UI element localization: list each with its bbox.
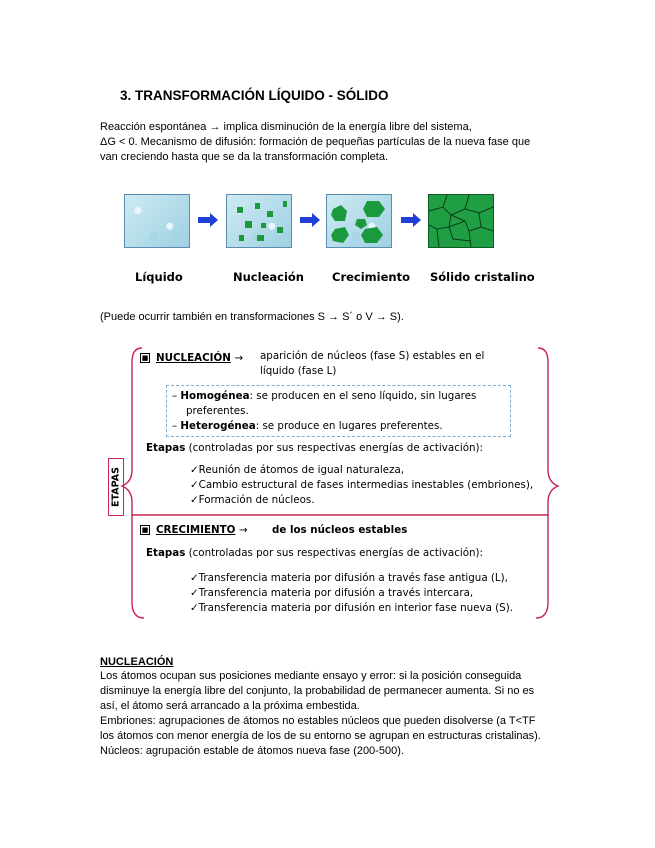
step-text: Formación de núcleos.: [198, 494, 315, 506]
step-item: ✓Transferencia materia por difusión en interior fase nueva (S).: [190, 602, 513, 614]
growth-image: [326, 194, 392, 248]
nucleation-section-heading: NUCLEACIÓN: [100, 656, 174, 668]
nucleation-heading-text: NUCLEACIÓN: [156, 352, 231, 364]
body-line: Los átomos ocupan sus posiciones mediante ensayo y error: si la posición conseguida: [100, 670, 522, 682]
step-item: ✓Cambio estructural de fases intermedias inestables (embriones),: [190, 479, 534, 491]
etapas-text: (controladas por sus respectivas energías de activación):: [185, 547, 484, 559]
stage-label-nucleation: Nucleación: [233, 270, 304, 284]
intro-line: van creciendo hasta que se da la transformación completa.: [100, 151, 388, 163]
nuclei-shapes: [227, 195, 291, 247]
step-text: Transferencia materia por difusión en interior fase nueva (S).: [198, 602, 513, 614]
nucleation-desc-line: aparición de núcleos (fase S) estables en el: [260, 350, 485, 362]
body-line: Embriones: agrupaciones de átomos no estables núcleos que pueden disolverse (a T<TF: [100, 715, 536, 727]
bullet-box-icon: ■: [141, 354, 149, 362]
section-title: 3. TRANSFORMACIÓN LÍQUIDO - SÓLIDO: [120, 88, 389, 103]
growth-description: de los núcleos estables: [272, 524, 408, 536]
heterogeneous-term: Heterogénea: [180, 420, 256, 432]
step-item: ✓Reunión de átomos de igual naturaleza,: [190, 464, 405, 476]
nucleation-types: [172, 389, 476, 434]
step-text: Transferencia materia por difusión a través fase antigua (L),: [198, 572, 508, 584]
nucleation-description: [260, 349, 518, 379]
step-item: ✓Formación de núcleos.: [190, 494, 315, 506]
etapas-label: Etapas: [146, 442, 186, 454]
nucleation-desc-line: líquido (fase L): [260, 365, 337, 377]
heterogeneous-text: : se produce en lugares preferentes.: [255, 420, 443, 432]
bullet-box-icon: ■: [141, 526, 149, 534]
etapas-label: Etapas: [146, 547, 186, 559]
nucleation-image: [226, 194, 292, 248]
step-text: Cambio estructural de fases intermedias inestables (embriones),: [198, 479, 534, 491]
homogeneous-term: Homogénea: [180, 390, 250, 402]
stage-label-crystalline: Sólido cristalino: [430, 270, 535, 284]
etapas-text: (controladas por sus respectivas energías de activación):: [185, 442, 484, 454]
heading-arrow: →: [239, 524, 248, 536]
nucleation-heading: [140, 352, 243, 364]
grains-shapes: [327, 195, 391, 247]
arrow-icon: [198, 213, 218, 227]
nucleation-etapas: [146, 442, 483, 454]
body-line: Núcleos: agrupación estable de átomos nueva fase (200-500).: [100, 745, 404, 757]
intro-line: Reacción espontánea → implica disminución de la energía libre del sistema,: [100, 121, 472, 133]
heading-arrow: →: [234, 352, 244, 364]
arrow-icon: [300, 213, 320, 227]
liquid-image: [124, 194, 190, 248]
homogeneous-text: : se producen en el seno líquido, sin lugares: [249, 390, 477, 402]
step-item: ✓Transferencia materia por difusión a través intercara,: [190, 587, 474, 599]
growth-heading-text: CRECIMIENTO: [156, 524, 236, 536]
homogeneous-item: – Homogénea: se producen en el seno líquido, sin lugares: [172, 390, 477, 402]
etapas-label-box: [108, 458, 124, 516]
nucleation-section-body: [100, 669, 541, 759]
growth-heading: [140, 524, 248, 536]
nucleation-steps: [190, 463, 533, 508]
homogeneous-text-cont: preferentes.: [186, 405, 249, 417]
body-line: los átomos con menor energía de los de su entorno se agrupan en estructuras cristalinas).: [100, 730, 541, 742]
grain-boundaries: [429, 195, 493, 247]
etapas-side-label: ETAPAS: [110, 467, 122, 507]
intro-paragraph: [100, 120, 530, 165]
intro-line: ΔG < 0. Mecanismo de difusión: formación de pequeñas partículas de la nueva fase que: [100, 136, 531, 148]
stage-label-growth: Crecimiento: [332, 270, 410, 284]
step-text: Reunión de átomos de igual naturaleza,: [198, 464, 405, 476]
growth-steps: [190, 571, 513, 616]
crystalline-solid-image: [428, 194, 494, 248]
note: (Puede ocurrir también en transformaciones S → S´ o V → S).: [100, 311, 404, 323]
step-text: Transferencia materia por difusión a través intercara,: [198, 587, 474, 599]
arrow-icon: [401, 213, 421, 227]
growth-etapas: [146, 547, 483, 559]
stage-label-liquid: Líquido: [135, 270, 183, 284]
step-item: ✓Transferencia materia por difusión a través fase antigua (L),: [190, 572, 508, 584]
heterogeneous-item: – Heterogénea: se produce en lugares preferentes.: [172, 420, 443, 432]
body-line: así, el átomo será arrancado a la próxima embestida.: [100, 700, 360, 712]
body-line: disminuye la energía libre del conjunto, la probabilidad de permanecer aumenta. Si no es: [100, 685, 535, 697]
